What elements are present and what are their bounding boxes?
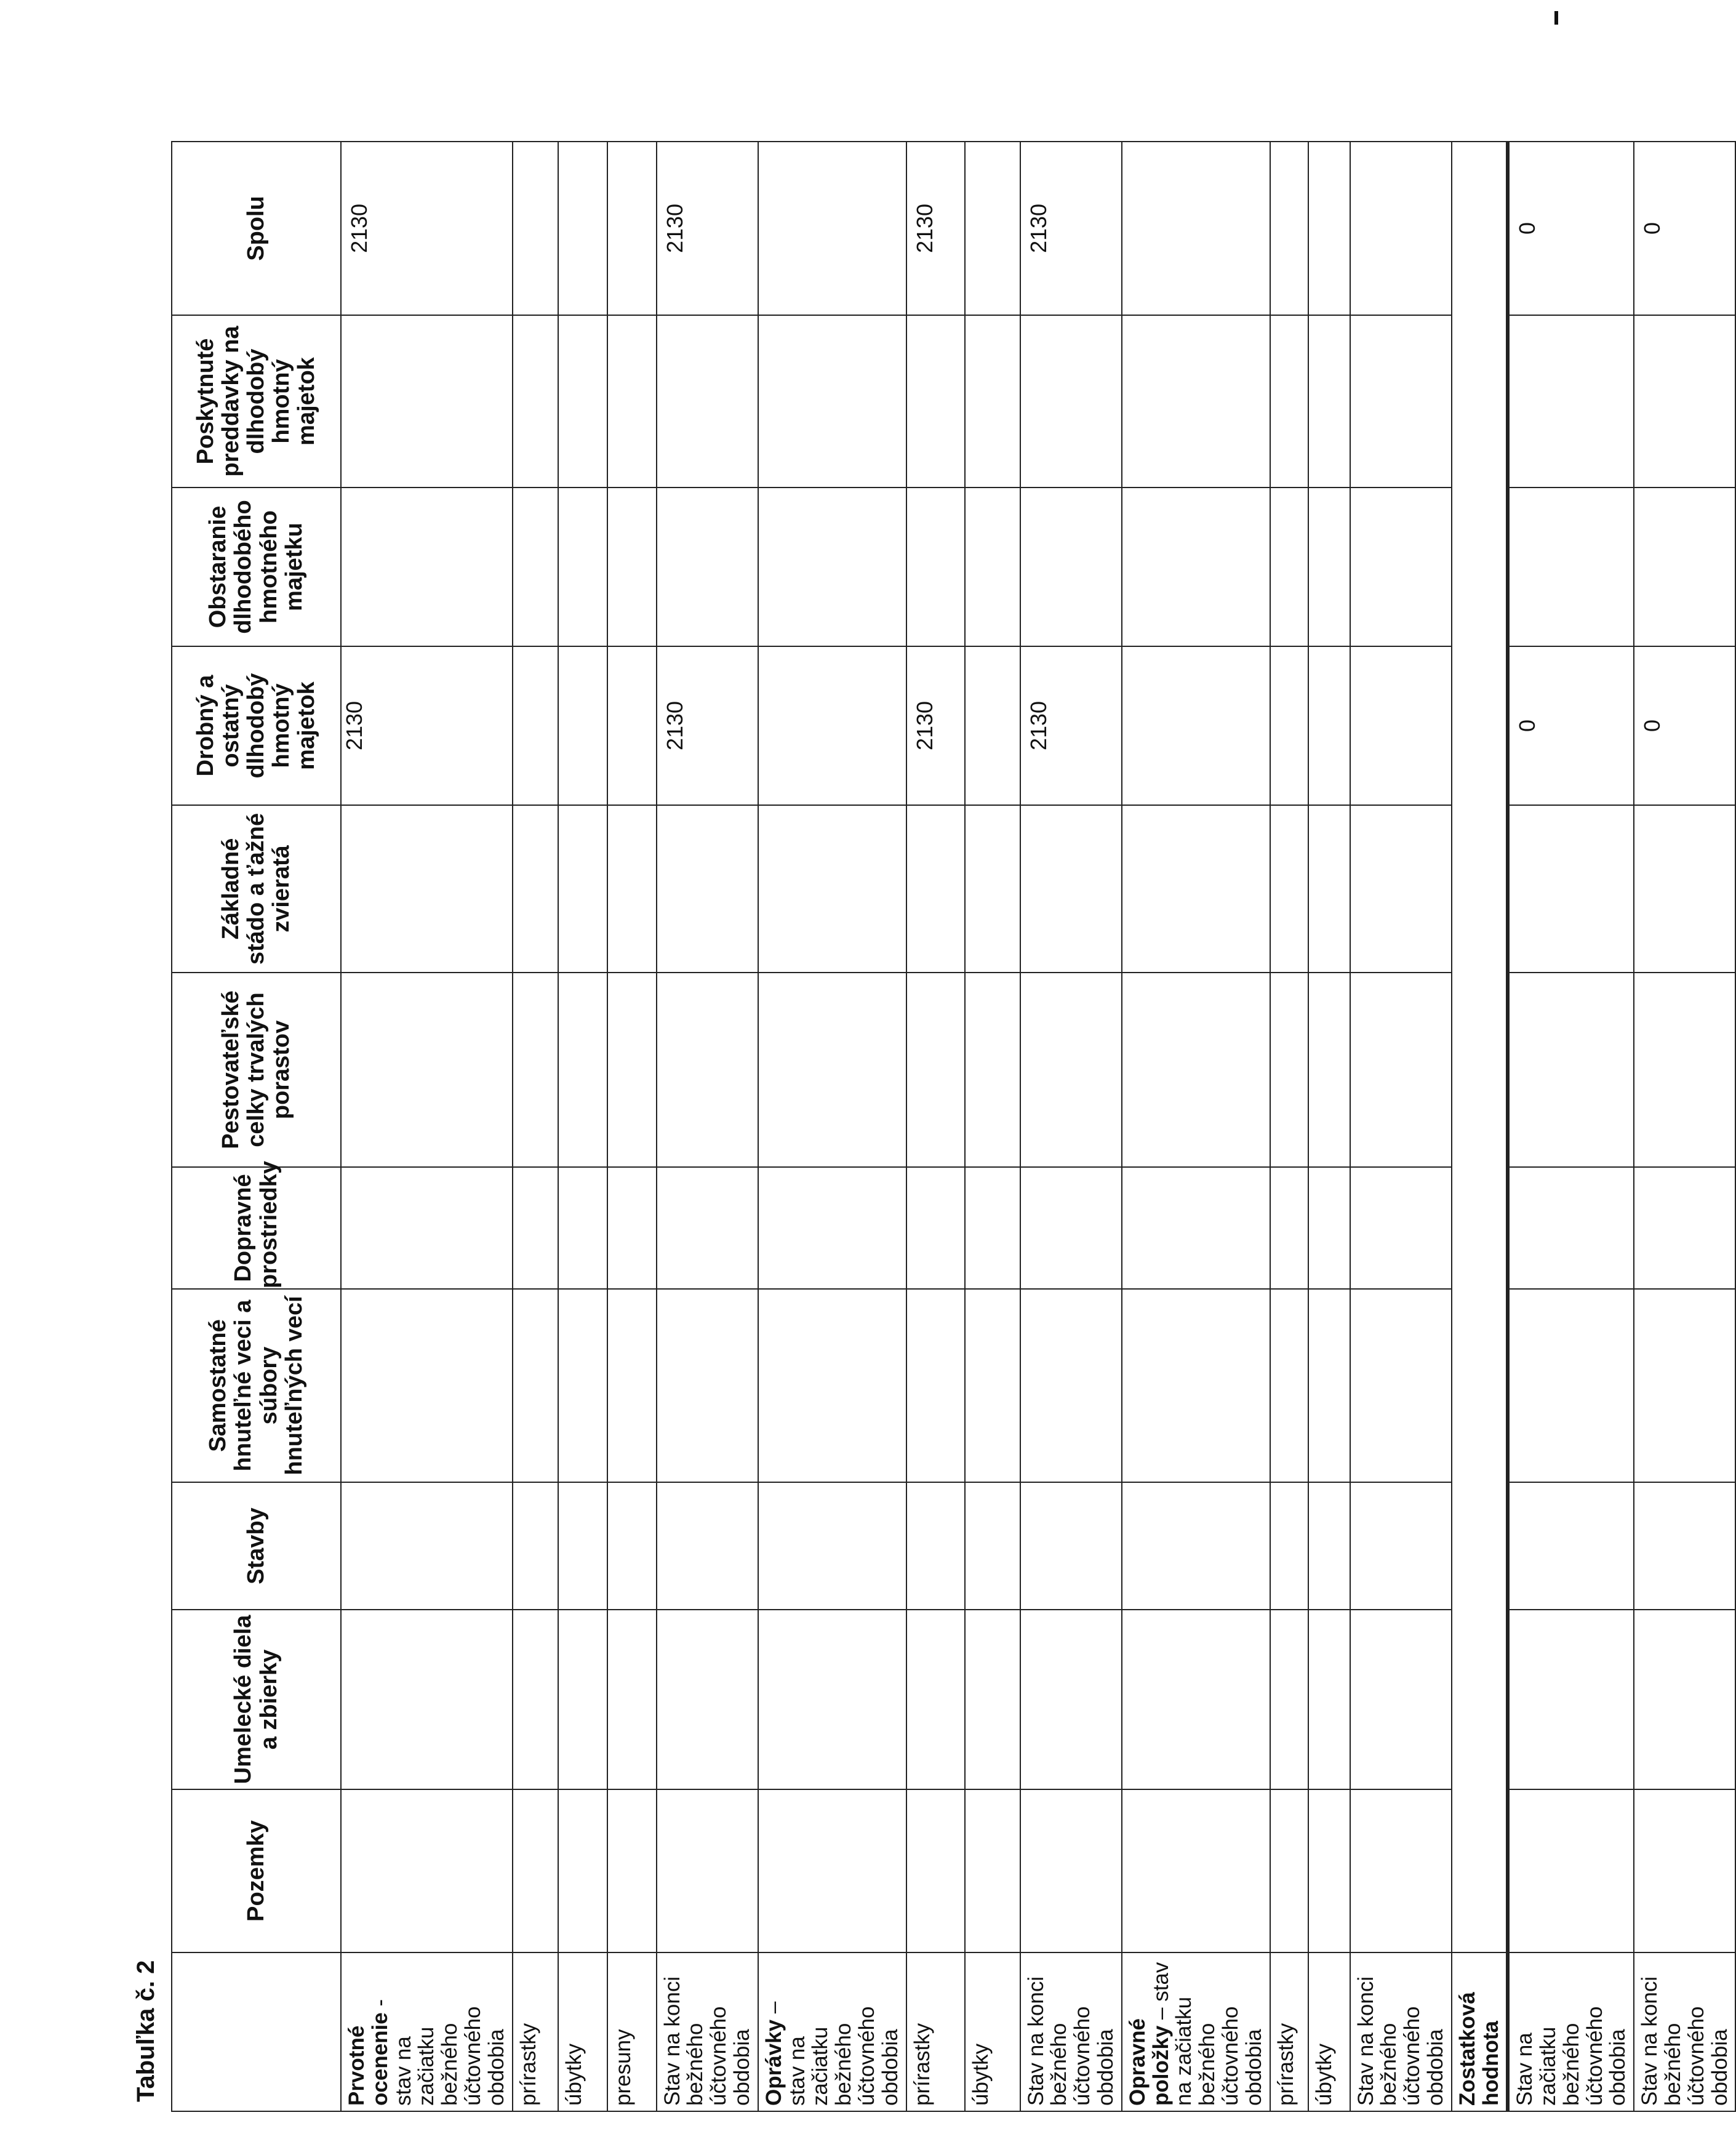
empty-cell: [906, 805, 965, 973]
empty-cell: [1634, 1289, 1735, 1482]
empty-cell: [1350, 142, 1452, 315]
cell-drobny: 2130: [341, 646, 513, 805]
empty-cell: [1020, 805, 1122, 973]
empty-cell: [1350, 973, 1452, 1167]
empty-cell: [558, 1610, 607, 1789]
empty-cell: [1122, 142, 1270, 315]
empty-cell: [341, 315, 513, 488]
empty-cell: [1634, 488, 1735, 646]
empty-cell: [513, 1289, 558, 1482]
empty-cell: [1308, 1789, 1350, 1952]
empty-cell: [1508, 315, 1634, 488]
empty-cell: [513, 1482, 558, 1610]
empty-cell: [341, 1610, 513, 1789]
empty-cell: [1122, 315, 1270, 488]
empty-cell: [558, 1789, 607, 1952]
empty-cell: [513, 973, 558, 1167]
empty-cell: [1308, 805, 1350, 973]
empty-cell: [513, 1610, 558, 1789]
empty-cell: [906, 1610, 965, 1789]
row-label: Stav na konci bežného účtovného obdobia: [1020, 1952, 1122, 2111]
empty-cell: [965, 1167, 1020, 1289]
empty-cell: [1350, 1789, 1452, 1952]
empty-cell: [607, 805, 657, 973]
empty-cell: [513, 1789, 558, 1952]
table-row-section: [1452, 142, 1508, 2111]
empty-cell: [1350, 1289, 1452, 1482]
empty-cell: [1020, 1167, 1122, 1289]
empty-cell: [1634, 973, 1735, 1167]
empty-cell: [1508, 805, 1634, 973]
row-label: úbytky: [1308, 1952, 1350, 2111]
empty-cell: [1020, 1789, 1122, 1952]
empty-cell: [758, 1167, 906, 1289]
empty-cell: [906, 1789, 965, 1952]
row-label: Stav na začiatku bežného účtovného obdobia: [1508, 1952, 1634, 2111]
cell-drobny: 2130: [1020, 646, 1122, 805]
empty-cell: [558, 1167, 607, 1289]
empty-cell: [657, 1610, 758, 1789]
empty-cell: [1308, 1167, 1350, 1289]
col-header-drobny-majetok: Drobný a ostatný dlhodobý hmotný majetok: [172, 646, 341, 805]
empty-cell: [513, 805, 558, 973]
empty-cell: [1350, 1610, 1452, 1789]
empty-cell: [1350, 315, 1452, 488]
empty-cell: [1634, 1789, 1735, 1952]
empty-cell: [1634, 1610, 1735, 1789]
empty-cell: [1122, 1167, 1270, 1289]
col-header-zakladne-stado: Základné stádo a ťažné zvieratá: [172, 805, 341, 973]
empty-cell: [1020, 973, 1122, 1167]
empty-cell: [1270, 646, 1308, 805]
empty-cell: [965, 1289, 1020, 1482]
rotated-page: [0, 62, 1732, 2155]
table-row: [906, 142, 965, 2111]
empty-cell: [341, 1167, 513, 1289]
empty-cell: [1308, 488, 1350, 646]
cell-spolu: 2130: [657, 142, 758, 315]
table-row: [558, 142, 607, 2111]
empty-cell: [1508, 1289, 1634, 1482]
row-label: Oprávky – stav na začiatku bežného účtovného obdobia: [758, 1952, 906, 2111]
empty-cell: [657, 1289, 758, 1482]
row-label: prírastky: [513, 1952, 558, 2111]
empty-cell: [558, 488, 607, 646]
empty-cell: [1122, 646, 1270, 805]
empty-cell: [558, 973, 607, 1167]
empty-cell: [513, 142, 558, 315]
empty-cell: [1508, 1789, 1634, 1952]
cell-spolu: 2130: [1020, 142, 1122, 315]
cell-spolu: 0: [1508, 142, 1634, 315]
empty-cell: [1634, 1482, 1735, 1610]
table-row: [657, 142, 758, 2111]
table-row: [1634, 142, 1735, 2111]
empty-cell: [1308, 315, 1350, 488]
cell-drobny: 2130: [657, 646, 758, 805]
empty-cell: [1270, 142, 1308, 315]
row-label: Opravné položky – stav na začiatku bežného účtovného obdobia: [1122, 1952, 1270, 2111]
empty-cell: [965, 973, 1020, 1167]
empty-cell: [1020, 1289, 1122, 1482]
empty-cell: [1508, 1482, 1634, 1610]
row-label: prírastky: [906, 1952, 965, 2111]
section-label-zostatkova-hodnota: Zostatková hodnota: [1452, 1952, 1508, 2111]
empty-cell: [758, 142, 906, 315]
empty-cell: [1020, 1482, 1122, 1610]
empty-cell: [1634, 1167, 1735, 1289]
empty-cell: [341, 1289, 513, 1482]
empty-cell: [1308, 973, 1350, 1167]
table-row: [1308, 142, 1350, 2111]
row-label: Prvotné ocenenie - stav na začiatku bežného účtovného obdobia: [341, 1952, 513, 2111]
col-header-spolu: Spolu: [172, 142, 341, 315]
row-label: Stav na konci bežného účtovného obdobia: [1350, 1952, 1452, 2111]
empty-cell: [965, 1610, 1020, 1789]
cell-spolu: 0: [1634, 142, 1735, 315]
empty-cell: [657, 1482, 758, 1610]
col-header-obstaranie: Obstaranie dlhodobého hmotného majetku: [172, 488, 341, 646]
table-row: [965, 142, 1020, 2111]
cell-spolu: 2130: [906, 142, 965, 315]
empty-cell: [1350, 1167, 1452, 1289]
empty-cell: [558, 1289, 607, 1482]
row-label: Stav na konci bežného účtovného obdobia: [657, 1952, 758, 2111]
section-spacer: [1452, 142, 1508, 1952]
empty-cell: [965, 1482, 1020, 1610]
empty-cell: [1634, 805, 1735, 973]
empty-cell: [341, 1482, 513, 1610]
row-label: prírastky: [1270, 1952, 1308, 2111]
empty-cell: [965, 805, 1020, 973]
cell-drobny: 0: [1634, 646, 1735, 805]
empty-cell: [1308, 646, 1350, 805]
empty-cell: [906, 488, 965, 646]
empty-cell: [1270, 805, 1308, 973]
empty-cell: [607, 142, 657, 315]
empty-cell: [1122, 1610, 1270, 1789]
empty-cell: [758, 805, 906, 973]
empty-cell: [758, 1482, 906, 1610]
empty-cell: [758, 1289, 906, 1482]
empty-cell: [1270, 488, 1308, 646]
empty-cell: [758, 488, 906, 646]
empty-cell: [1308, 1289, 1350, 1482]
empty-cell: [513, 488, 558, 646]
col-header-pozemky: Pozemky: [172, 1789, 341, 1952]
empty-cell: [607, 1289, 657, 1482]
empty-cell: [513, 315, 558, 488]
header-corner: [172, 1952, 341, 2111]
empty-cell: [341, 488, 513, 646]
empty-cell: [657, 973, 758, 1167]
table-title: Tabuľka č. 2: [132, 1960, 159, 2102]
empty-cell: [1508, 973, 1634, 1167]
empty-cell: [558, 315, 607, 488]
empty-cell: [1020, 488, 1122, 646]
empty-cell: [341, 805, 513, 973]
empty-cell: [607, 1610, 657, 1789]
page-edge-mark: [1554, 11, 1558, 25]
empty-cell: [1122, 1289, 1270, 1482]
empty-cell: [758, 646, 906, 805]
col-header-pestovatelske-celky: Pestovateľské celky trvalých porastov: [172, 973, 341, 1167]
empty-cell: [1308, 1482, 1350, 1610]
table-row: [1508, 142, 1634, 2111]
row-label: presuny: [607, 1952, 657, 2111]
empty-cell: [607, 488, 657, 646]
empty-cell: [341, 973, 513, 1167]
empty-cell: [1350, 646, 1452, 805]
empty-cell: [906, 1167, 965, 1289]
empty-cell: [1270, 1289, 1308, 1482]
empty-cell: [1122, 973, 1270, 1167]
empty-cell: [657, 488, 758, 646]
table-row: [607, 142, 657, 2111]
empty-cell: [965, 142, 1020, 315]
empty-cell: [1270, 1482, 1308, 1610]
empty-cell: [1350, 1482, 1452, 1610]
empty-cell: [513, 646, 558, 805]
cell-spolu: 2130: [341, 142, 513, 315]
empty-cell: [1270, 973, 1308, 1167]
empty-cell: [607, 646, 657, 805]
empty-cell: [657, 805, 758, 973]
empty-cell: [906, 973, 965, 1167]
empty-cell: [1308, 1610, 1350, 1789]
empty-cell: [1308, 142, 1350, 315]
empty-cell: [965, 488, 1020, 646]
cell-drobny: 0: [1508, 646, 1634, 805]
empty-cell: [1508, 1167, 1634, 1289]
table-row: [1350, 142, 1452, 2111]
empty-cell: [1122, 1482, 1270, 1610]
empty-cell: [513, 1167, 558, 1289]
empty-cell: [1350, 805, 1452, 973]
empty-cell: [1270, 315, 1308, 488]
empty-cell: [758, 973, 906, 1167]
col-header-stavby: Stavby: [172, 1482, 341, 1610]
table-row: [1020, 142, 1122, 2111]
empty-cell: [758, 1789, 906, 1952]
empty-cell: [341, 1789, 513, 1952]
empty-cell: [657, 315, 758, 488]
col-header-samostatne-hnutelne-veci: Samostatné hnuteľné veci a súbory hnuteľných vecí: [172, 1289, 341, 1482]
empty-cell: [607, 1167, 657, 1289]
empty-cell: [607, 1482, 657, 1610]
empty-cell: [1270, 1167, 1308, 1289]
row-label: úbytky: [965, 1952, 1020, 2111]
empty-cell: [657, 1789, 758, 1952]
empty-cell: [657, 1167, 758, 1289]
empty-cell: [906, 1289, 965, 1482]
empty-cell: [1020, 315, 1122, 488]
empty-cell: [1122, 1789, 1270, 1952]
table-row: [1122, 142, 1270, 2111]
empty-cell: [965, 646, 1020, 805]
empty-cell: [1122, 488, 1270, 646]
empty-cell: [607, 315, 657, 488]
empty-cell: [607, 973, 657, 1167]
empty-cell: [965, 1789, 1020, 1952]
empty-cell: [1634, 315, 1735, 488]
row-label: Stav na konci bežného účtovného obdobia: [1634, 1952, 1735, 2111]
assets-table: [171, 141, 1736, 2112]
empty-cell: [758, 315, 906, 488]
empty-cell: [558, 805, 607, 973]
empty-cell: [1508, 488, 1634, 646]
table-row: [513, 142, 558, 2111]
empty-cell: [1350, 488, 1452, 646]
table-row: [758, 142, 906, 2111]
empty-cell: [1508, 1610, 1634, 1789]
table-row: [1270, 142, 1308, 2111]
cell-drobny: 2130: [906, 646, 965, 805]
empty-cell: [758, 1610, 906, 1789]
empty-cell: [1270, 1610, 1308, 1789]
empty-cell: [1020, 1610, 1122, 1789]
col-header-umelecke-diela: Umelecké diela a zbierky: [172, 1610, 341, 1789]
header-row: [172, 142, 341, 2111]
empty-cell: [558, 142, 607, 315]
empty-cell: [558, 1482, 607, 1610]
empty-cell: [607, 1789, 657, 1952]
empty-cell: [906, 1482, 965, 1610]
empty-cell: [1122, 805, 1270, 973]
empty-cell: [558, 646, 607, 805]
col-header-preddavky: Poskytnuté preddavky na dlhodobý hmotný majetok: [172, 315, 341, 488]
row-label: úbytky: [558, 1952, 607, 2111]
empty-cell: [906, 315, 965, 488]
col-header-dopravne-prostriedky: Dopravné prostriedky: [172, 1167, 341, 1289]
empty-cell: [965, 315, 1020, 488]
empty-cell: [1270, 1789, 1308, 1952]
table-row: [341, 142, 513, 2111]
